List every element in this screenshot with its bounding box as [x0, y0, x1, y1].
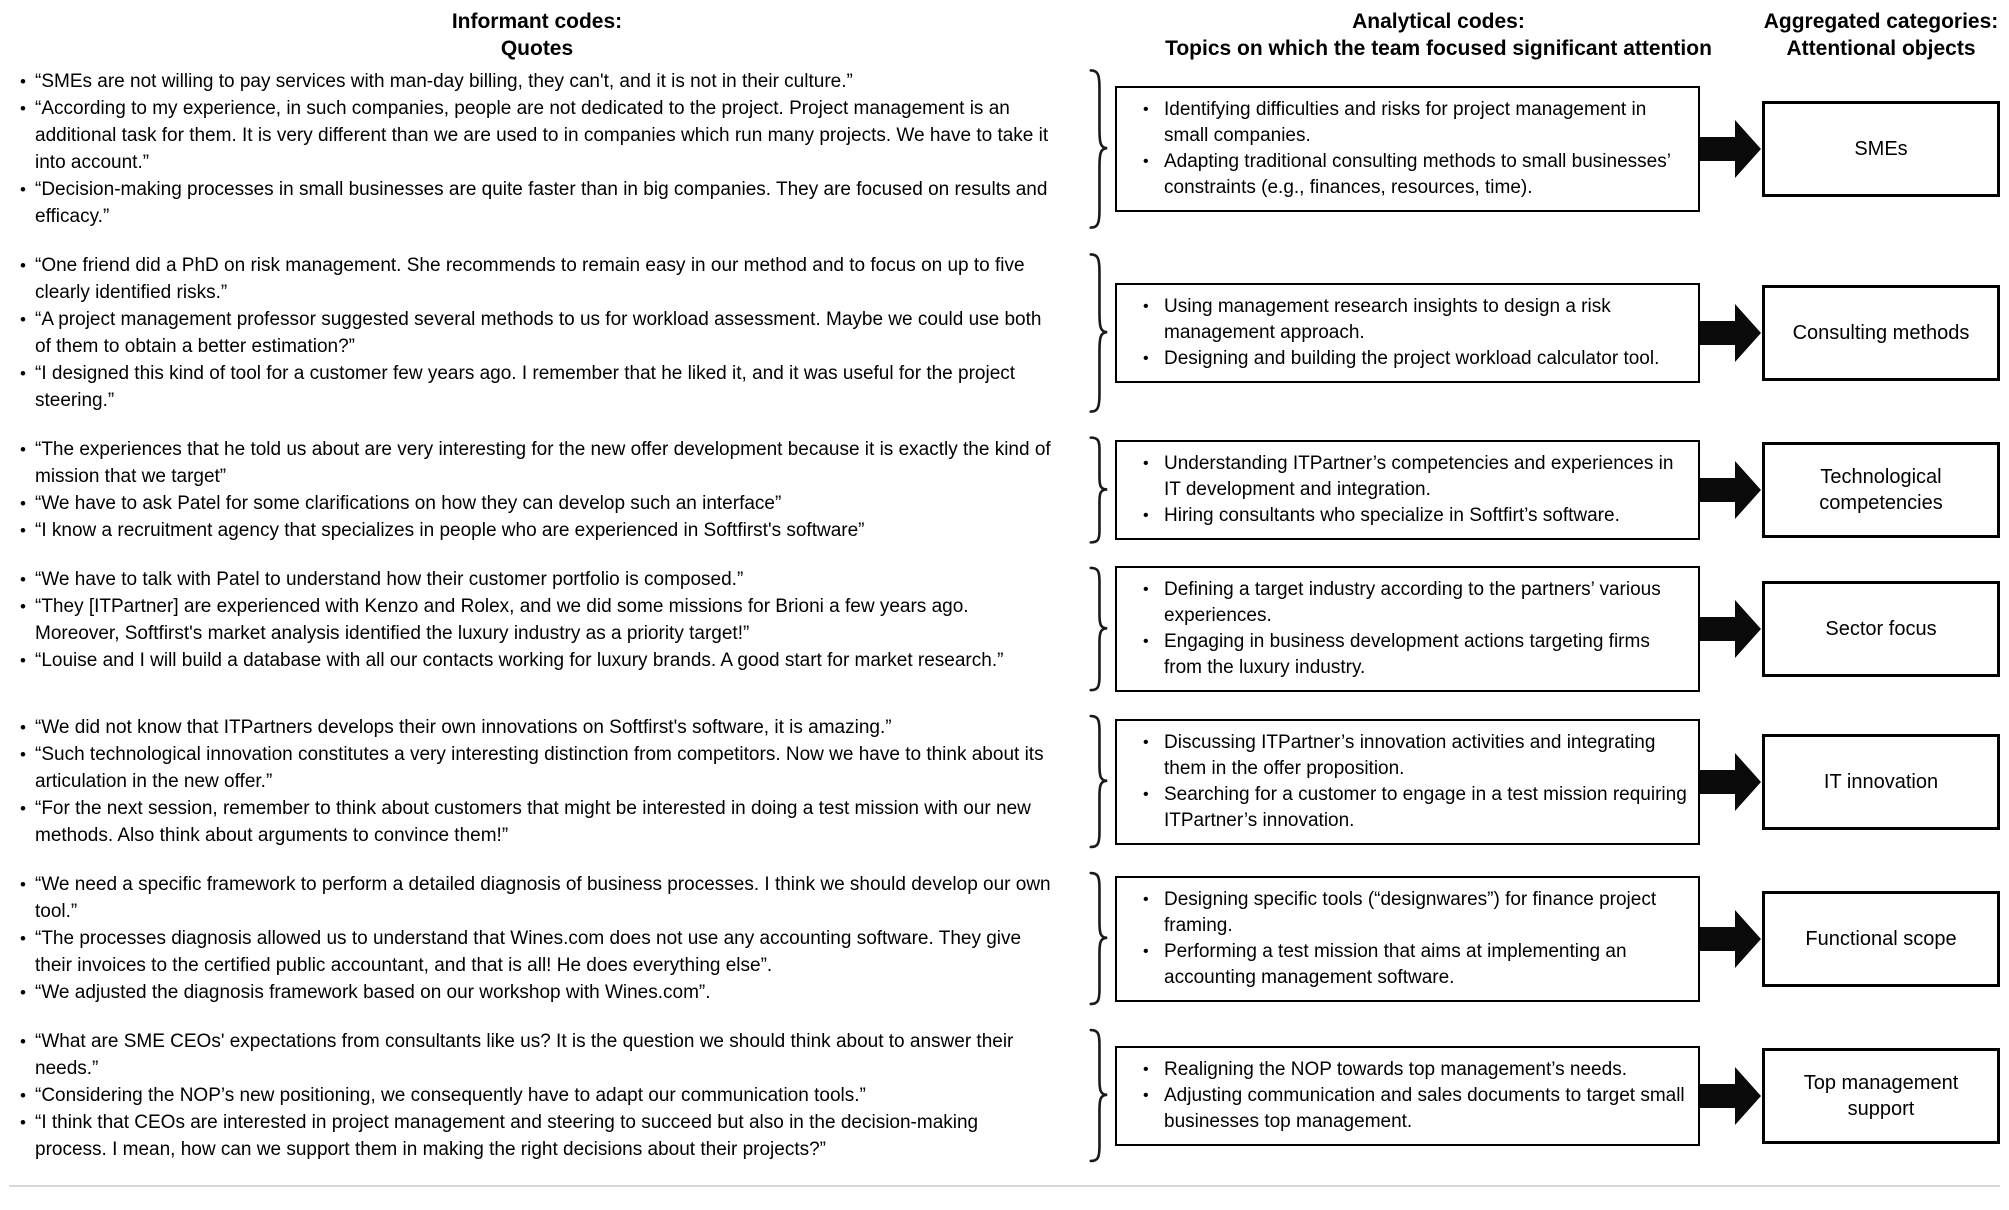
analytical-codes-box [1115, 566, 1700, 692]
arrow-connector [1700, 301, 1762, 365]
analytical-codes-box [1115, 440, 1700, 540]
curly-brace-icon [1083, 68, 1109, 230]
quotes-list [9, 252, 1065, 414]
category-box [1762, 581, 2000, 677]
quotes-list [9, 436, 1065, 544]
right-arrow-icon [1700, 597, 1762, 661]
category-box [1762, 1048, 2000, 1144]
code-item: • Identifying difficulties and risks for project management in small companies. [1164, 97, 1688, 149]
quote-item: • “The experiences that he told us about are very interesting for the new offer development because it is exactly the kind of mission that we target” [35, 436, 1053, 490]
analytical-codes-box [1115, 876, 1700, 1002]
quote-item: • “I designed this kind of tool for a customer few years ago. I remember that he liked it, and it was useful for the project steering.” [35, 360, 1053, 414]
category-label: Functional scope [1805, 927, 1957, 950]
coding-row [9, 1028, 2000, 1163]
analytical-codes-box [1115, 1046, 1700, 1146]
category-label: Top management support [1803, 1071, 1959, 1120]
code-item: • Realigning the NOP towards top management’s needs. [1164, 1057, 1688, 1083]
codes-list [1117, 887, 1688, 991]
quote-item: • “We need a specific framework to perform a detailed diagnosis of business processes. I think we should develop our own tool.” [35, 871, 1053, 925]
codes-list [1117, 451, 1688, 529]
category-column [1762, 1048, 2000, 1144]
coding-structure-figure [9, 8, 2000, 1187]
code-item: • Discussing ITPartner’s innovation activities and integrating them in the offer proposition. [1164, 730, 1688, 782]
quote-item: • “A project management professor suggested several methods to us for workload assessment. Maybe we could use both of them to obtain a better estimation?” [35, 306, 1053, 360]
quote-item: • “I think that CEOs are interested in project management and steering to succeed but also in the decision-making process. I mean, how can we support them in making the right decisions about their projects?” [35, 1109, 1053, 1163]
coding-row [9, 871, 2000, 1006]
category-label: Sector focus [1825, 618, 1937, 640]
codes-list [1117, 97, 1688, 201]
codes-list [1117, 294, 1688, 372]
codes-list [1117, 577, 1688, 681]
quote-item: • “Decision-making processes in small businesses are quite faster than in big companies. They are focused on results and efficacy.” [35, 176, 1053, 230]
arrow-connector [1700, 458, 1762, 522]
analytical-codes-box [1115, 283, 1700, 383]
quote-item: • “One friend did a PhD on risk management. She recommends to remain easy in our method and to focus on up to five clearly identified risks.” [35, 252, 1053, 306]
codes-list [1117, 730, 1688, 834]
quotes-list [9, 68, 1065, 230]
right-arrow-icon [1700, 458, 1762, 522]
code-item: • Using management research insights to design a risk management approach. [1164, 294, 1688, 346]
brace-connector [1065, 871, 1115, 1006]
quote-item: • “They [ITPartner] are experienced with Kenzo and Rolex, and we did some missions for Brioni a few years ago. Moreover, Softfirst's market analysis identified the luxury industry as a priority target!” [35, 593, 1053, 647]
category-label: Technological competencies [1819, 466, 1943, 514]
coding-row [9, 714, 2000, 849]
analytical-codes-header [1115, 8, 1762, 62]
quotes-list [9, 714, 1065, 849]
code-item: • Adapting traditional consulting methods to small businesses’ constraints (e.g., finances, resources, time). [1164, 149, 1688, 201]
category-column [1762, 734, 2000, 830]
right-arrow-icon [1700, 117, 1762, 181]
code-item: • Performing a test mission that aims at implementing an accounting management software. [1164, 939, 1688, 991]
brace-connector [1065, 68, 1115, 230]
quote-item: • “Louise and I will build a database with all our contacts working for luxury brands. A good start for market research.” [35, 647, 1053, 674]
aggregated-categories-title: Aggregated categories: [1763, 10, 1999, 33]
category-column [1762, 101, 2000, 197]
category-column [1762, 442, 2000, 538]
category-box [1762, 734, 2000, 830]
informant-codes-header [9, 8, 1065, 62]
quote-item: • “The processes diagnosis allowed us to understand that Wines.com does not use any accounting software. They give their invoices to the certified public accountant, and that is all! He does everything else”. [35, 925, 1053, 979]
quote-item: • “What are SME CEOs' expectations from consultants like us? It is the question we should think about to answer their needs.” [35, 1028, 1053, 1082]
quote-item: • “We have to talk with Patel to understand how their customer portfolio is composed.” [35, 566, 1053, 593]
coding-row [9, 252, 2000, 414]
quote-item: • “For the next session, remember to think about customers that might be interested in doing a test mission with our new methods. Also think about arguments to convince them!” [35, 795, 1053, 849]
right-arrow-icon [1700, 907, 1762, 971]
category-column [1762, 285, 2000, 381]
brace-connector [1065, 566, 1115, 692]
code-item: • Designing specific tools (“designwares”) for finance project framing. [1164, 887, 1688, 939]
brace-connector [1065, 436, 1115, 544]
quote-item: • “Such technological innovation constitutes a very interesting distinction from competitors. Now we have to think about its articulation in the new offer.” [35, 741, 1053, 795]
quotes-list [9, 1028, 1065, 1163]
coding-row [9, 68, 2000, 230]
code-item: • Designing and building the project workload calculator tool. [1164, 346, 1688, 372]
curly-brace-icon [1083, 1028, 1109, 1163]
column-headers [9, 8, 2000, 62]
right-arrow-icon [1700, 750, 1762, 814]
code-item: • Hiring consultants who specialize in Softfirt’s software. [1164, 503, 1688, 529]
arrow-connector [1700, 1064, 1762, 1128]
analytical-codes-subtitle: Topics on which the team focused significant attention [1165, 37, 1712, 60]
quotes-list [9, 566, 1065, 692]
brace-connector [1065, 1028, 1115, 1163]
arrow-connector [1700, 117, 1762, 181]
aggregated-categories-header [1762, 8, 2000, 62]
aggregated-categories-subtitle: Attentional objects [1786, 37, 1976, 60]
brace-connector [1065, 252, 1115, 414]
category-box [1762, 285, 2000, 381]
code-item: • Searching for a customer to engage in a test mission requiring ITPartner’s innovation. [1164, 782, 1688, 834]
category-label: Consulting methods [1792, 322, 1970, 344]
quote-item: • “We have to ask Patel for some clarifications on how they can develop such an interface” [35, 490, 1053, 517]
category-box [1762, 442, 2000, 538]
category-label: SMEs [1854, 138, 1908, 160]
arrow-connector [1700, 750, 1762, 814]
coding-row [9, 436, 2000, 544]
informant-codes-subtitle: Quotes [500, 37, 574, 60]
category-column [1762, 581, 2000, 677]
quote-item: • “We did not know that ITPartners develops their own innovations on Softfirst's software, it is amazing.” [35, 714, 1053, 741]
analytical-codes-box [1115, 86, 1700, 212]
category-box [1762, 891, 2000, 987]
analytical-codes-title: Analytical codes: [1352, 10, 1525, 33]
analytical-codes-box [1115, 719, 1700, 845]
informant-codes-title: Informant codes: [451, 10, 623, 33]
quote-item: • “SMEs are not willing to pay services with man-day billing, they can't, and it is not in their culture.” [35, 68, 1053, 95]
quotes-list [9, 871, 1065, 1006]
category-box [1762, 101, 2000, 197]
code-item: • Engaging in business development actions targeting firms from the luxury industry. [1164, 629, 1688, 681]
quote-item: • “I know a recruitment agency that specializes in people who are experienced in Softfirst's software” [35, 517, 1053, 544]
right-arrow-icon [1700, 301, 1762, 365]
code-item: • Defining a target industry according to the partners’ various experiences. [1164, 577, 1688, 629]
curly-brace-icon [1083, 714, 1109, 849]
arrow-connector [1700, 907, 1762, 971]
quote-item: • “According to my experience, in such companies, people are not dedicated to the project. Project management is an additional task for them. It is very different than we are used to in companies which run many projects. We have to take it into account.” [35, 95, 1053, 176]
coding-row [9, 566, 2000, 692]
quote-item: • “Considering the NOP’s new positioning, we consequently have to adapt our communication tools.” [35, 1082, 1053, 1109]
quote-item: • “We adjusted the diagnosis framework based on our workshop with Wines.com”. [35, 979, 1053, 1006]
arrow-connector [1700, 597, 1762, 661]
category-label: IT innovation [1823, 770, 1939, 793]
right-arrow-icon [1700, 1064, 1762, 1128]
codes-list [1117, 1057, 1688, 1135]
curly-brace-icon [1083, 252, 1109, 414]
code-item: • Adjusting communication and sales documents to target small businesses top management. [1164, 1083, 1688, 1135]
category-column [1762, 891, 2000, 987]
curly-brace-icon [1083, 566, 1109, 692]
code-item: • Understanding ITPartner’s competencies and experiences in IT development and integration. [1164, 451, 1688, 503]
curly-brace-icon [1083, 436, 1109, 544]
coding-rows [9, 68, 2000, 1163]
bottom-divider [9, 1185, 2000, 1187]
brace-connector [1065, 714, 1115, 849]
curly-brace-icon [1083, 871, 1109, 1006]
